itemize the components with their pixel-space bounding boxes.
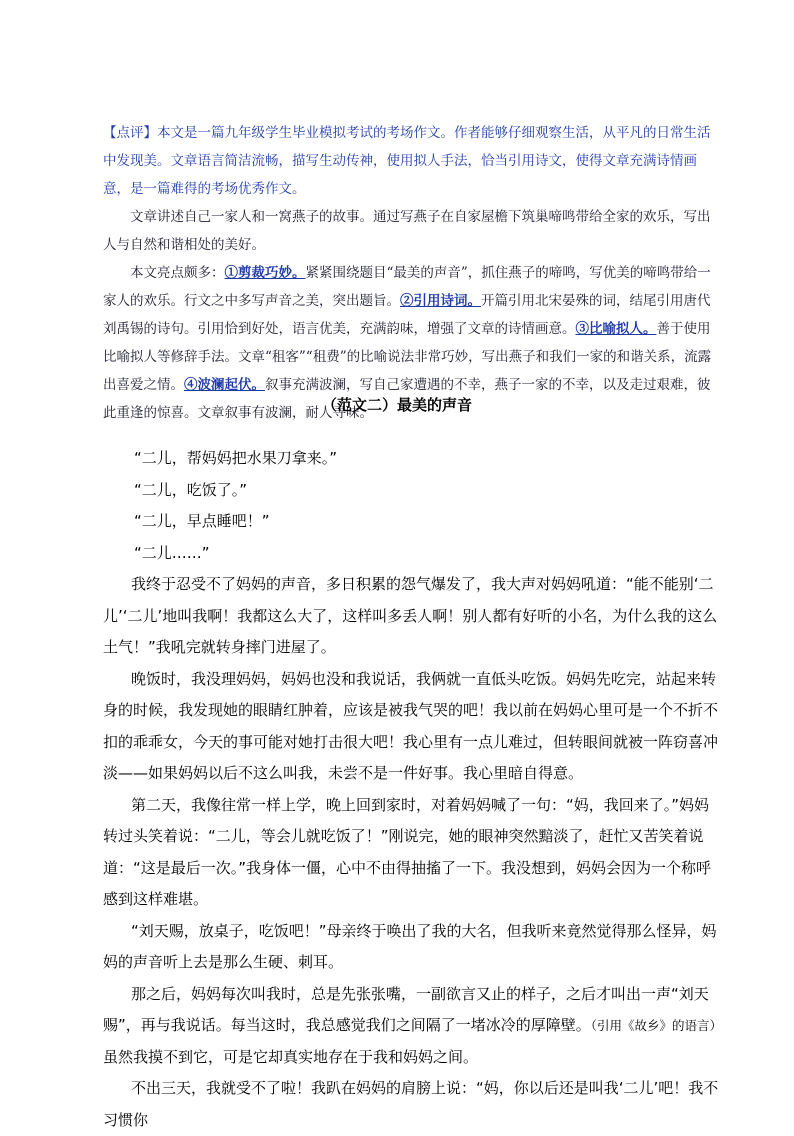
article-paragraph-2: 晚饭时，我没理妈妈，妈妈也没和我说话，我俩就一直低头吃饭。妈妈先吃完，站起来转身的时候，我发现她的眼睛红肿着，应该是被我气哭的吧！我以前在妈妈心里可是一个不折不扣的乖乖女，今天的事可能对她打击很大吧！我心里有一点儿难过，但转眼间就被一阵窃喜冲淡——如果妈妈以后不这么叫我，未尝不是一件好事。我心里暗自得意。	[103, 669, 719, 782]
citation-note: （引用《故乡》的语言）	[590, 1018, 723, 1033]
highlight-point-2: ②引用诗词。	[400, 293, 481, 309]
article-paragraph-6: 不出三天，我就受不了啦！我趴在妈妈的肩膀上说：“妈，你以后还是叫我‘二儿’吧！我不习惯你	[103, 1079, 719, 1129]
dialog-line: “二儿，早点睡吧！”	[134, 512, 270, 530]
commentary-text: 文章讲述自己一家人和一窝燕子的故事。通过写燕子在自家屋檐下筑巢啼鸣带给全家的欢乐，写出人与自然和谐相处的美好。	[103, 209, 711, 253]
article-paragraph-1: 我终于忍受不了妈妈的声音，多日积累的怨气爆发了，我大声对妈妈吼道：“能不能别‘二儿’‘二儿’地叫我啊！我都这么大了，这样叫多丢人啊！别人都有好听的小名，为什么我的这么土气！”我吼完就转身摔门进屋了。	[103, 575, 718, 656]
article-paragraph-3: 第二天，我像往常一样上学，晚上回到家时，对着妈妈喊了一句：“妈，我回来了。”妈妈转过头笑着说：“二儿，等会儿就吃饭了！”刚说完，她的眼神突然黯淡了，赶忙又苦笑着说道：“这是最后一次。”我身体一僵，心中不由得抽搐了一下。我没想到，妈妈会因为一个称呼感到这样难堪。	[103, 795, 712, 908]
commentary-text: 紧紧围绕题目“最美的声音”，抓住燕子的啼鸣，写优美的啼鸣带给一家人的欢乐。行文之中多写声音之美，突出题旨。	[103, 265, 711, 309]
commentary-section	[103, 119, 723, 427]
article-paragraph-4: “刘天赐，放桌子，吃饭吧！”母亲终于唤出了我的大名，但我听来竟然觉得那么怪异，妈妈的声音听上去是那么生硬、刺耳。	[103, 921, 717, 971]
commentary-text: 叙事充满波澜，写自己家遭遇的不幸，燕子一家的不幸，以及走过艰难，彼此重逢的惊喜。文章叙事有波澜，耐人寻味。	[103, 377, 711, 421]
dialog-line: “二儿……”	[134, 543, 210, 562]
article-text: 那之后，妈妈每次叫我时，总是先张张嘴，一副欲言又止的样子，之后才叫出一声“刘天赐”，再与我说话。每当这时，我总感觉我们之间隔了一堵冰冷的厚障壁。	[103, 984, 709, 1034]
article-title: （范文二）最美的声音	[321, 396, 472, 414]
article-paragraph-5	[103, 979, 723, 1074]
commentary-text: 善于使用比喻拟人等修辞手法。文章“租客”“租费”的比喻说法非常巧妙，写出燕子和我们一家的和谐关系，流露出喜爱之情。	[103, 321, 712, 393]
commentary-paragraph-2	[103, 203, 723, 259]
highlight-point-1: ①剪裁巧妙。	[224, 265, 306, 281]
article-text: 虽然我摸不到它，可是它却真实地存在于我和妈妈之间。	[103, 1047, 479, 1066]
highlight-point-3: ③比喻拟人。	[575, 321, 657, 337]
dialog-line: “二儿，帮妈妈把水果刀拿来。”	[134, 449, 338, 467]
highlight-point-4: ④波澜起伏。	[184, 377, 265, 393]
commentary-text: 【点评】本文是一篇九年级学生毕业模拟考试的考场作文。作者能够仔细观察生活，从平凡的日常生活中发现美。文章语言简洁流畅，描写生动传神，使用拟人手法，恰当引用诗文，使得文章充满诗情画意，是一篇难得的考场优秀作文。	[103, 125, 711, 197]
commentary-text: 本文亮点颇多：	[130, 265, 225, 281]
dialog-line: “二儿，吃饭了。”	[134, 480, 248, 499]
commentary-paragraph-1	[103, 119, 723, 203]
commentary-text: 开篇引用北宋晏殊的词，结尾引用唐代刘禹锡的诗句。引用恰到好处，语言优美，充满韵味，增强了文章的诗情画意。	[103, 293, 711, 337]
article-body	[103, 443, 723, 1136]
